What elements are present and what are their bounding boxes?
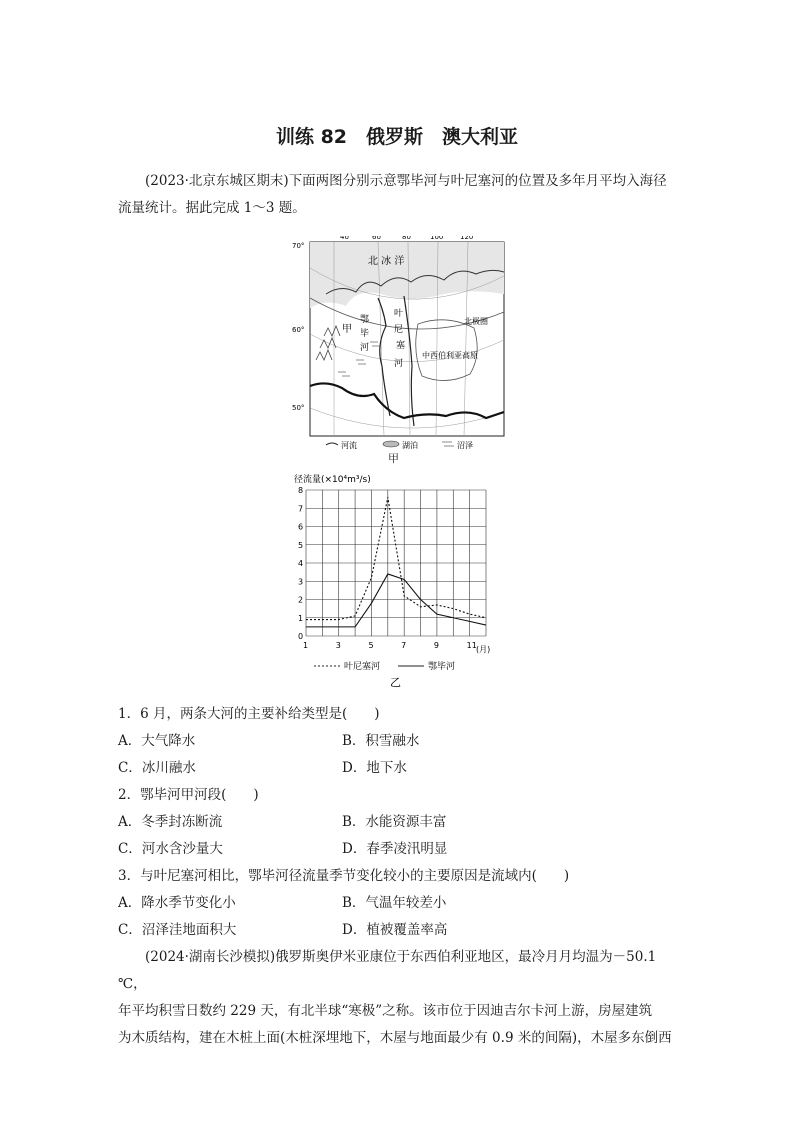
intro-line-2: 流量统计。据此完成 1～3 题。 [118,200,306,216]
yenisei-label: 河 [394,359,404,369]
question-2-option-a[interactable]: A．冬季封冻断流 [118,814,223,830]
question-3-option-d[interactable]: D．植被覆盖率高 [342,922,448,938]
lat-label: 50° [292,404,305,412]
y-tick-label: 2 [298,595,304,605]
lon-label: 60° [372,236,385,241]
ob-label: 鄂 [360,315,370,325]
y-tick-label: 6 [298,522,304,532]
plateau-label: 中西伯利亚高原 [422,351,478,360]
passage-line-3: 为木质结构，建在木桩上面(木桩深埋地下，木屋与地面最少有 0.9 米的间隔)，木屋多东倒西 [118,1030,672,1046]
chart-legend [314,660,455,672]
ocean-label: 北 冰 洋 [368,256,405,267]
legend-ob-label: 鄂毕河 [428,662,456,672]
y-tick-label: 7 [298,504,304,514]
y-tick-label: 4 [298,559,304,568]
legend-lake-label: 湖泊 [402,441,418,450]
passage-paragraph [118,944,686,1052]
legend-river-label: 河流 [341,441,357,450]
legend-swamp-label: 沼泽 [457,441,473,450]
question-1-option-c[interactable]: C．冰川融水 [118,760,196,776]
question-3-stem: 3．与叶尼塞河相比，鄂毕河径流量季节变化较小的主要原因是流域内( ) [118,868,570,884]
lon-label: 120° [460,236,477,241]
arctic-circle-label: 北极圈 [464,317,488,326]
intro-line-1: (2023·北京东城区期末)下面两图分别示意鄂毕河与叶尼塞河的位置及多年月平均入海径 [145,173,667,189]
question-2-option-b[interactable]: B．水能资源丰富 [342,814,447,830]
lon-label: 40° [340,236,353,241]
question-1-option-d[interactable]: D．地下水 [342,760,407,776]
yenisei-label: 叶 [394,309,404,319]
ob-label: 毕 [360,329,370,339]
y-tick-label: 8 [298,486,304,495]
map-caption: 甲 [388,452,399,465]
ob-label: 河 [360,343,370,353]
x-tick-label: 11 [466,641,477,650]
question-2-option-d[interactable]: D．春季凌汛明显 [342,841,448,857]
runoff-chart [286,470,506,690]
x-axis-unit-label: (月) [476,645,491,654]
passage-line-2: 年平均积雪日数约 229 天，有北半球“寒极”之称。该市位于因迪吉尔卡河上游，房屋建筑 [118,1003,653,1019]
passage-line-1: (2024·湖南长沙模拟)俄罗斯奥伊米亚康位于东西伯利亚地区，最冷月月均温为－50.1 ℃， [118,949,657,992]
series-line-yenisei [306,497,486,619]
question-1-option-b[interactable]: B．积雪融水 [342,733,420,749]
intro-paragraph [118,168,686,222]
question-1-stem: 1．6 月，两条大河的主要补给类型是( ) [118,706,380,722]
x-tick-label: 3 [335,641,341,650]
legend-yenisei-label: 叶尼塞河 [344,662,381,672]
question-1-option-a[interactable]: A．大气降水 [118,733,196,749]
x-tick-label: 5 [368,641,374,650]
chart-caption: 乙 [390,676,401,689]
legend-lake-symbol [383,441,399,447]
x-tick-label: 7 [401,641,407,650]
lon-label: 100° [430,236,447,241]
y-tick-label: 5 [298,540,304,550]
legend-swamp-symbol [442,442,454,446]
question-3-option-a[interactable]: A．降水季节变化小 [118,895,236,911]
lon-label: 80° [402,236,415,241]
map-figure [286,236,506,465]
page-title: 训练 82 俄罗斯 澳大利亚 [275,126,519,148]
map-svg [286,236,506,456]
y-tick-label: 3 [298,577,304,587]
question-2-option-c[interactable]: C．河水含沙量大 [118,841,223,857]
y-axis-label: 径流量(×10⁴m³/s) [294,475,371,485]
x-tick-label: 1 [303,641,309,650]
lat-label: 70° [292,242,305,250]
y-tick-label: 1 [298,613,304,623]
series-line-ob [306,574,486,627]
y-tick-label: 0 [298,632,304,641]
yenisei-label: 塞 [396,341,406,351]
question-3-option-c[interactable]: C．沼泽洼地面积大 [118,922,237,938]
question-2-stem: 2．鄂毕河甲河段( ) [118,787,259,803]
legend-river-symbol [326,443,338,445]
x-tick-label: 9 [433,641,440,650]
lat-label: 60° [292,326,305,334]
jia-label: 甲 [342,324,352,335]
question-3-option-b[interactable]: B．气温年较差小 [342,895,447,911]
chart-figure [286,470,506,690]
yenisei-label: 尼 [394,325,404,335]
